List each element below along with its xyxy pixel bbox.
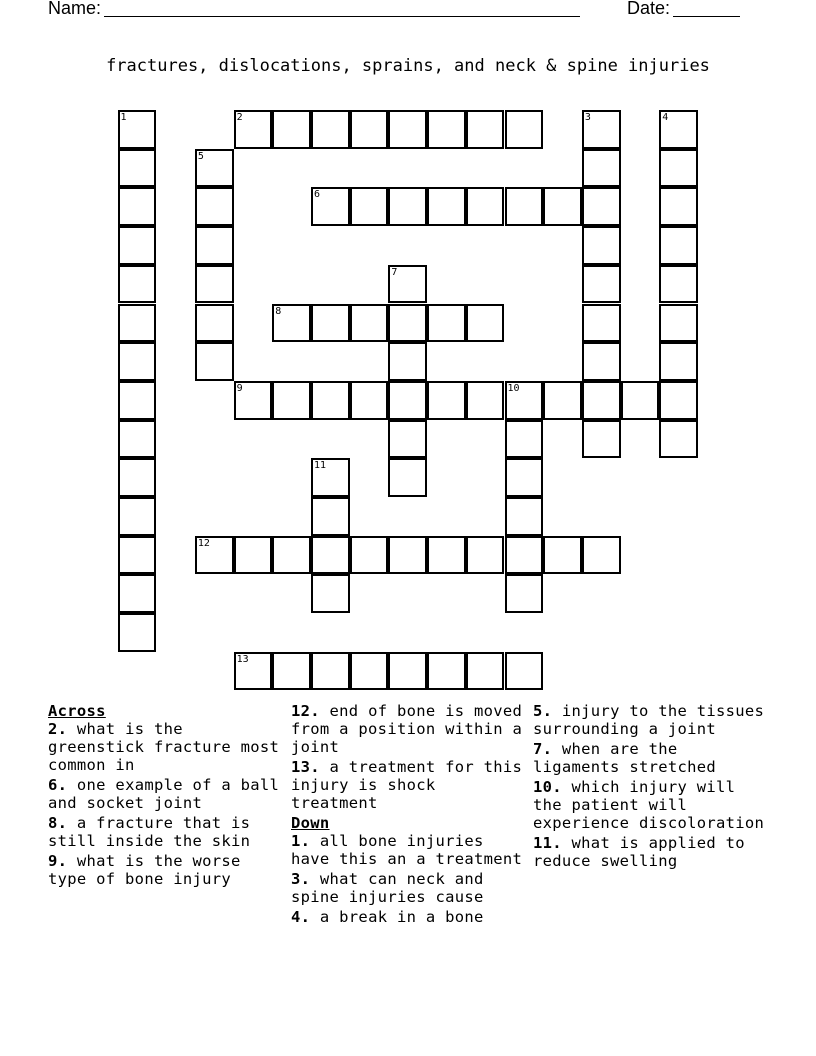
clue-number: 13. <box>291 758 320 776</box>
grid-cell[interactable] <box>427 187 466 226</box>
clue-number: 5. <box>533 702 553 720</box>
grid-cell[interactable] <box>272 304 311 343</box>
clue <box>533 740 771 776</box>
grid-cell[interactable] <box>466 652 505 691</box>
grid-cell[interactable] <box>466 304 505 343</box>
grid-cell[interactable] <box>272 110 311 149</box>
grid-cell[interactable] <box>659 226 698 265</box>
grid-cell[interactable] <box>659 265 698 304</box>
grid-cell[interactable] <box>118 149 157 188</box>
clue-number: 6. <box>48 776 68 794</box>
cell-number: 4 <box>662 112 669 123</box>
grid-cell[interactable] <box>118 187 157 226</box>
clues-column-1 <box>48 702 286 890</box>
grid-cell[interactable] <box>272 652 311 691</box>
cell-number: 13 <box>236 653 249 665</box>
clue <box>48 814 286 850</box>
grid-cell[interactable] <box>466 381 505 420</box>
grid-cell[interactable] <box>272 381 311 420</box>
grid-cell[interactable] <box>311 381 350 420</box>
grid-cell[interactable] <box>388 458 427 497</box>
grid-cell[interactable] <box>466 536 505 575</box>
grid-cell[interactable] <box>659 381 698 420</box>
clue <box>48 852 286 888</box>
clue-number: 10. <box>533 778 562 796</box>
clue-text: a fracture that is still inside the skin <box>48 814 251 850</box>
clue-number: 3. <box>291 870 311 888</box>
grid-cell[interactable] <box>234 536 273 575</box>
grid-cell[interactable] <box>195 187 234 226</box>
clue-number: 9. <box>48 852 68 870</box>
clues-column-2 <box>291 702 529 928</box>
grid-cell[interactable] <box>505 497 544 536</box>
grid-cell[interactable] <box>234 381 273 420</box>
grid-cell[interactable] <box>388 536 427 575</box>
clue-text: what can neck and spine injuries cause <box>291 870 484 906</box>
cell-number: 9 <box>236 382 243 394</box>
grid-cell[interactable] <box>659 149 698 188</box>
grid-cell[interactable] <box>388 265 427 304</box>
grid-cell[interactable] <box>543 187 582 226</box>
grid-cell[interactable] <box>311 497 350 536</box>
grid-cell[interactable] <box>543 381 582 420</box>
clue-number: 1. <box>291 832 311 850</box>
clue <box>291 908 529 926</box>
clue-text: what is the greenstick fracture most common in <box>48 720 280 774</box>
clue-text: what is the worse type of bone injury <box>48 852 241 888</box>
grid-cell[interactable] <box>350 187 389 226</box>
clue-text: what is applied to reduce swelling <box>533 834 745 870</box>
down-heading: Down <box>291 814 330 832</box>
grid-cell[interactable] <box>311 536 350 575</box>
grid-cell[interactable] <box>311 304 350 343</box>
grid-cell[interactable] <box>505 536 544 575</box>
grid-cell[interactable] <box>118 381 157 420</box>
clue-number: 8. <box>48 814 68 832</box>
grid-cell[interactable] <box>118 226 157 265</box>
clue <box>291 702 529 756</box>
grid-cell[interactable] <box>118 110 157 149</box>
grid-cell[interactable] <box>118 613 157 652</box>
cell-number: 5 <box>197 150 204 162</box>
grid-cell[interactable] <box>582 187 621 226</box>
grid-cell[interactable] <box>118 574 157 613</box>
grid-cell[interactable] <box>582 420 621 459</box>
grid-cell[interactable] <box>505 458 544 497</box>
puzzle-title: fractures, dislocations, sprains, and neck & spine injuries <box>106 56 710 76</box>
grid-cell[interactable] <box>427 536 466 575</box>
clue-text: injury to the tissues surrounding a joint <box>533 702 765 738</box>
grid-cell[interactable] <box>505 574 544 613</box>
date-label: Date: <box>627 0 671 18</box>
grid-cell[interactable] <box>311 652 350 691</box>
clue-text: a treatment for this injury is shock treatment <box>291 758 523 812</box>
grid-cell[interactable] <box>505 420 544 459</box>
clue <box>533 778 771 832</box>
clue-text: which injury will the patient will experience discoloration <box>533 778 765 832</box>
clue-number: 12. <box>291 702 320 720</box>
grid-cell[interactable] <box>582 536 621 575</box>
grid-cell[interactable] <box>582 265 621 304</box>
grid-cell[interactable] <box>195 342 234 381</box>
grid-cell[interactable] <box>311 110 350 149</box>
grid-cell[interactable] <box>582 226 621 265</box>
grid-cell[interactable] <box>350 110 389 149</box>
grid-cell[interactable] <box>118 304 157 343</box>
grid-cell[interactable] <box>505 187 544 226</box>
grid-cell[interactable] <box>427 110 466 149</box>
grid-cell[interactable] <box>195 226 234 265</box>
clue-number: 4. <box>291 908 311 926</box>
grid-cell[interactable] <box>272 536 311 575</box>
grid-cell[interactable] <box>118 497 157 536</box>
grid-cell[interactable] <box>582 149 621 188</box>
grid-cell[interactable] <box>195 536 234 575</box>
clue-text: when are the ligaments stretched <box>533 740 717 776</box>
grid-cell[interactable] <box>350 652 389 691</box>
grid-cell[interactable] <box>388 652 427 691</box>
grid-cell[interactable] <box>195 304 234 343</box>
grid-cell[interactable] <box>388 342 427 381</box>
cell-number: 7 <box>391 266 398 278</box>
grid-cell[interactable] <box>505 652 544 691</box>
cell-number: 2 <box>236 112 243 123</box>
clue-text: one example of a ball and socket joint <box>48 776 280 812</box>
date-field[interactable] <box>673 16 740 17</box>
grid-cell[interactable] <box>582 110 621 149</box>
grid-cell[interactable] <box>659 304 698 343</box>
grid-cell[interactable] <box>195 265 234 304</box>
name-field[interactable] <box>104 16 580 17</box>
cell-number: 10 <box>507 382 520 394</box>
grid-cell[interactable] <box>311 458 350 497</box>
grid-cell[interactable] <box>505 110 544 149</box>
grid-cell[interactable] <box>350 304 389 343</box>
grid-cell[interactable] <box>505 381 544 420</box>
cell-number: 6 <box>314 189 321 201</box>
grid-cell[interactable] <box>388 110 427 149</box>
grid-cell[interactable] <box>659 420 698 459</box>
clue <box>48 776 286 812</box>
grid-cell[interactable] <box>427 381 466 420</box>
grid-cell[interactable] <box>659 110 698 149</box>
grid-cell[interactable] <box>311 187 350 226</box>
clue <box>291 870 529 906</box>
grid-cell[interactable] <box>582 304 621 343</box>
cell-number: 12 <box>197 537 210 549</box>
clue-text: a break in a bone <box>319 908 484 926</box>
clue <box>533 834 771 870</box>
clue <box>533 702 771 738</box>
clue <box>291 758 529 812</box>
grid-cell[interactable] <box>388 381 427 420</box>
grid-cell[interactable] <box>388 420 427 459</box>
grid-cell[interactable] <box>621 381 660 420</box>
across-heading: Across <box>48 702 106 720</box>
cell-number: 8 <box>275 305 282 317</box>
cell-number: 3 <box>584 112 591 123</box>
cell-number: 1 <box>120 112 127 123</box>
grid-cell[interactable] <box>311 574 350 613</box>
grid-cell[interactable] <box>543 536 582 575</box>
grid-cell[interactable] <box>195 149 234 188</box>
clue <box>291 832 529 868</box>
name-label: Name: <box>48 0 102 18</box>
grid-cell[interactable] <box>118 458 157 497</box>
grid-cell[interactable] <box>350 536 389 575</box>
grid-cell[interactable] <box>466 110 505 149</box>
grid-cell[interactable] <box>659 187 698 226</box>
grid-cell[interactable] <box>388 187 427 226</box>
grid-cell[interactable] <box>582 342 621 381</box>
grid-cell[interactable] <box>118 536 157 575</box>
grid-cell[interactable] <box>659 342 698 381</box>
clue <box>48 720 286 774</box>
grid-cell[interactable] <box>427 304 466 343</box>
grid-cell[interactable] <box>118 420 157 459</box>
grid-cell[interactable] <box>582 381 621 420</box>
grid-cell[interactable] <box>427 652 466 691</box>
clue-text: all bone injuries have this an a treatment <box>291 832 523 868</box>
grid-cell[interactable] <box>466 187 505 226</box>
grid-cell[interactable] <box>388 304 427 343</box>
grid-cell[interactable] <box>350 381 389 420</box>
clue-number: 7. <box>533 740 553 758</box>
grid-cell[interactable] <box>234 652 273 691</box>
clues-column-3 <box>533 702 771 872</box>
clue-number: 2. <box>48 720 68 738</box>
grid-cell[interactable] <box>234 110 273 149</box>
grid-cell[interactable] <box>118 342 157 381</box>
cell-number: 11 <box>314 460 327 472</box>
clue-text: end of bone is moved from a position within a joint <box>291 702 523 756</box>
clue-number: 11. <box>533 834 562 852</box>
grid-cell[interactable] <box>118 265 157 304</box>
